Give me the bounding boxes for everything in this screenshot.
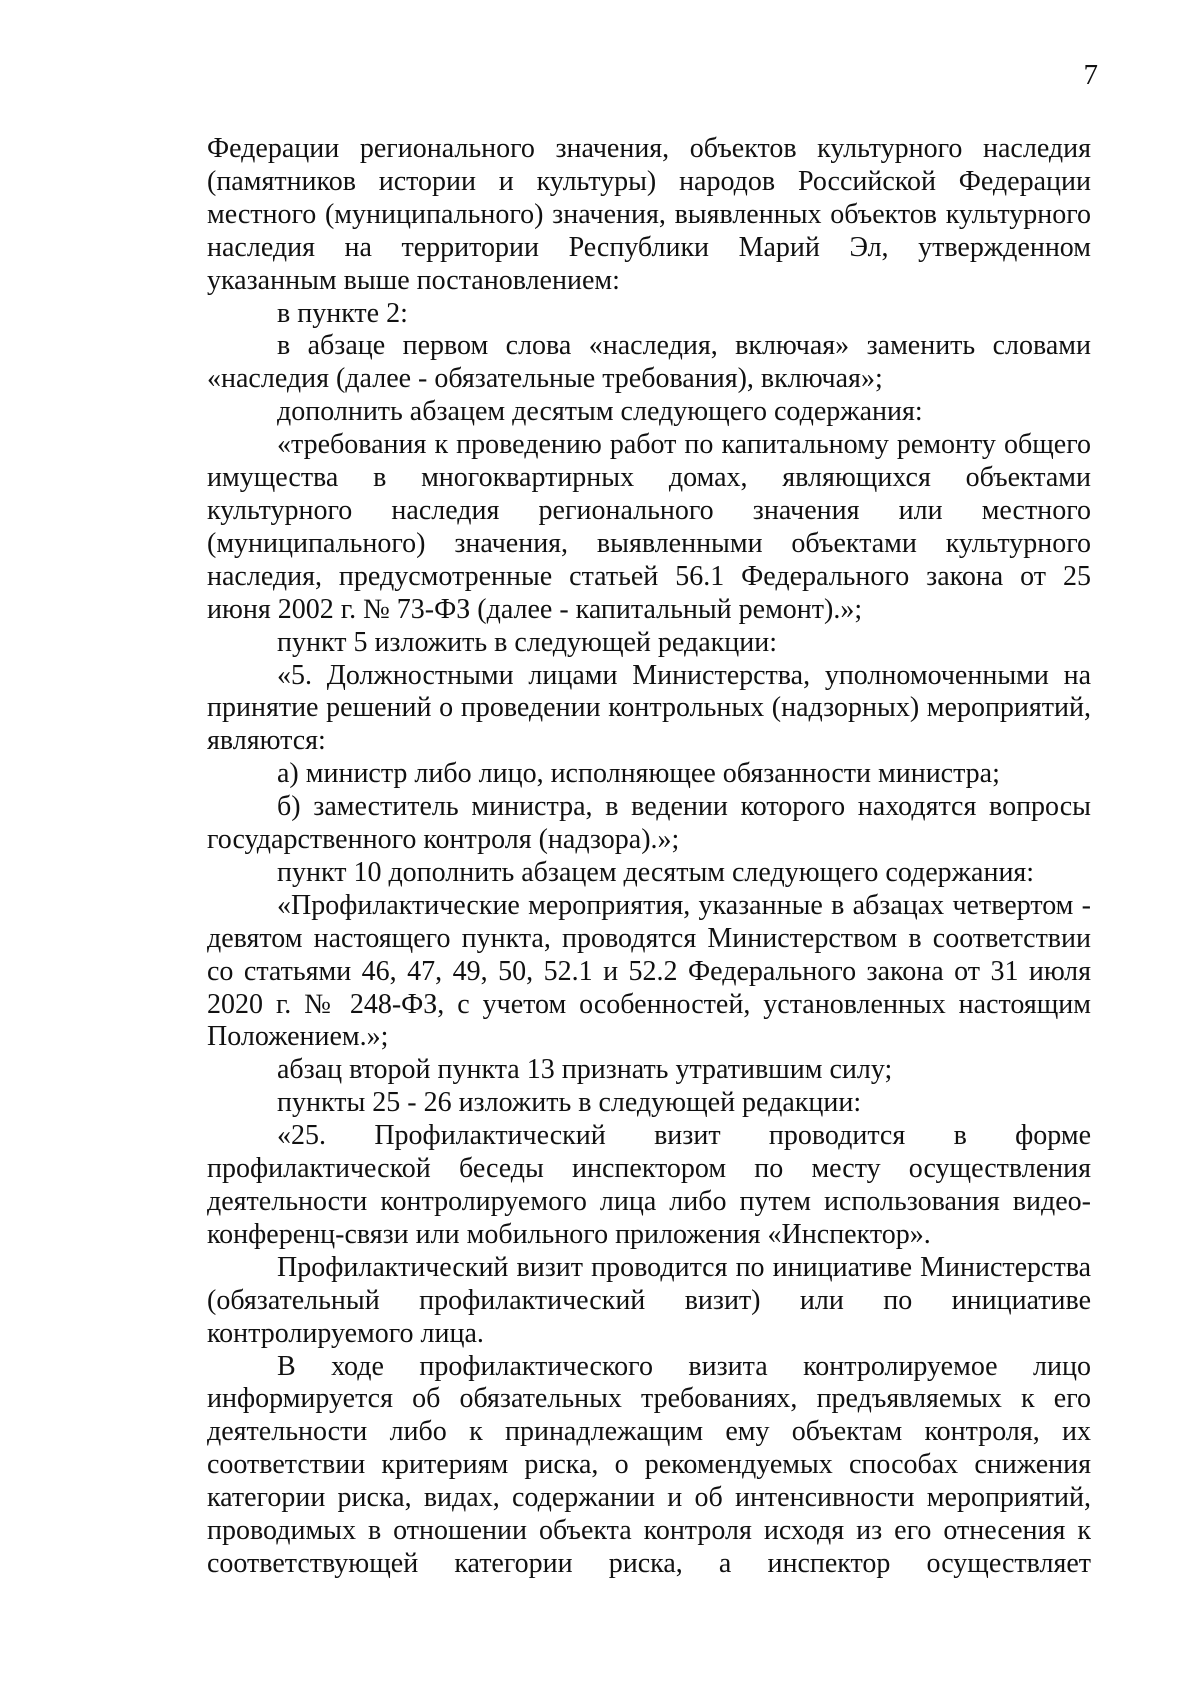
paragraph: дополнить абзацем десятым следующего содержания: [277, 396, 923, 428]
paragraph: В ходе профилактического визита контролируемое лицо информируется об обязательных требованиях, предъявляемых к его деятельности либо к принадлежащим ему объектам контроля, их соответствии критериям риска, о рекомендуемых способах снижения категории риска, видах, содержании и об интенсивности мероприятий, проводимых в отношении объекта контроля исходя из его отнесения к соответствующей категории риска, а инспектор осуществляет [207, 1350, 1091, 1579]
paragraph: «требования к проведению работ по капитальному ремонту общего имущества в многоквартирных домах, являющихся объектами культурного наследия регионального значения или местного (муниципального) значения, выявленными объектами культурного наследия, предусмотренные статьей 56.1 Федерального закона от 25 июня 2002 г. № 73-ФЗ (далее - капитальный ремонт).»; [207, 429, 1091, 625]
paragraph: пункты 25 - 26 изложить в следующей редакции: [277, 1087, 862, 1119]
document-body [207, 133, 1091, 1581]
paragraph: Профилактический визит проводится по инициативе Министерства (обязательный профилактический визит) или по инициативе контролируемого лица. [207, 1251, 1091, 1349]
paragraph: в абзаце первом слова «наследия, включая» заменить словами «наследия (далее - обязательные требования), включая»; [207, 330, 1091, 395]
page-number: 7 [1083, 59, 1098, 91]
paragraph: пункт 10 дополнить абзацем десятым следующего содержания: [277, 856, 1035, 888]
paragraph: «5. Должностными лицами Министерства, уполномоченными на принятие решений о проведении контрольных (надзорных) мероприятий, являются: [207, 659, 1091, 757]
paragraph: в пункте 2: [277, 297, 408, 329]
paragraph: пункт 5 изложить в следующей редакции: [277, 626, 777, 658]
paragraph: абзац второй пункта 13 признать утратившим силу; [277, 1054, 893, 1086]
paragraph: «Профилактические мероприятия, указанные в абзацах четвертом - девятом настоящего пункта, проводятся Министерством в соответствии со статьями 46, 47, 49, 50, 52.1 и 52.2 Федерального закона от 31 июля 2020 г. № 248-ФЗ, с учетом особенностей, установленных настоящим Положением.»; [207, 889, 1091, 1053]
paragraph: б) заместитель министра, в ведении которого находятся вопросы государственного контроля (надзора).»; [207, 791, 1091, 856]
paragraph: Федерации регионального значения, объектов культурного наследия (памятников истории и культуры) народов Российской Федерации местного (муниципального) значения, выявленных объектов культурного наследия на территории Республики Марий Эл, утвержденном указанным выше постановлением: [207, 133, 1091, 296]
paragraph: а) министр либо лицо, исполняющее обязанности министра; [277, 758, 1000, 790]
paragraph: «25. Профилактический визит проводится в форме профилактической беседы инспектором по месту осуществления деятельности контролируемого лица либо путем использования видео-конференц-связи или мобильного приложения «Инспектор». [207, 1120, 1091, 1250]
